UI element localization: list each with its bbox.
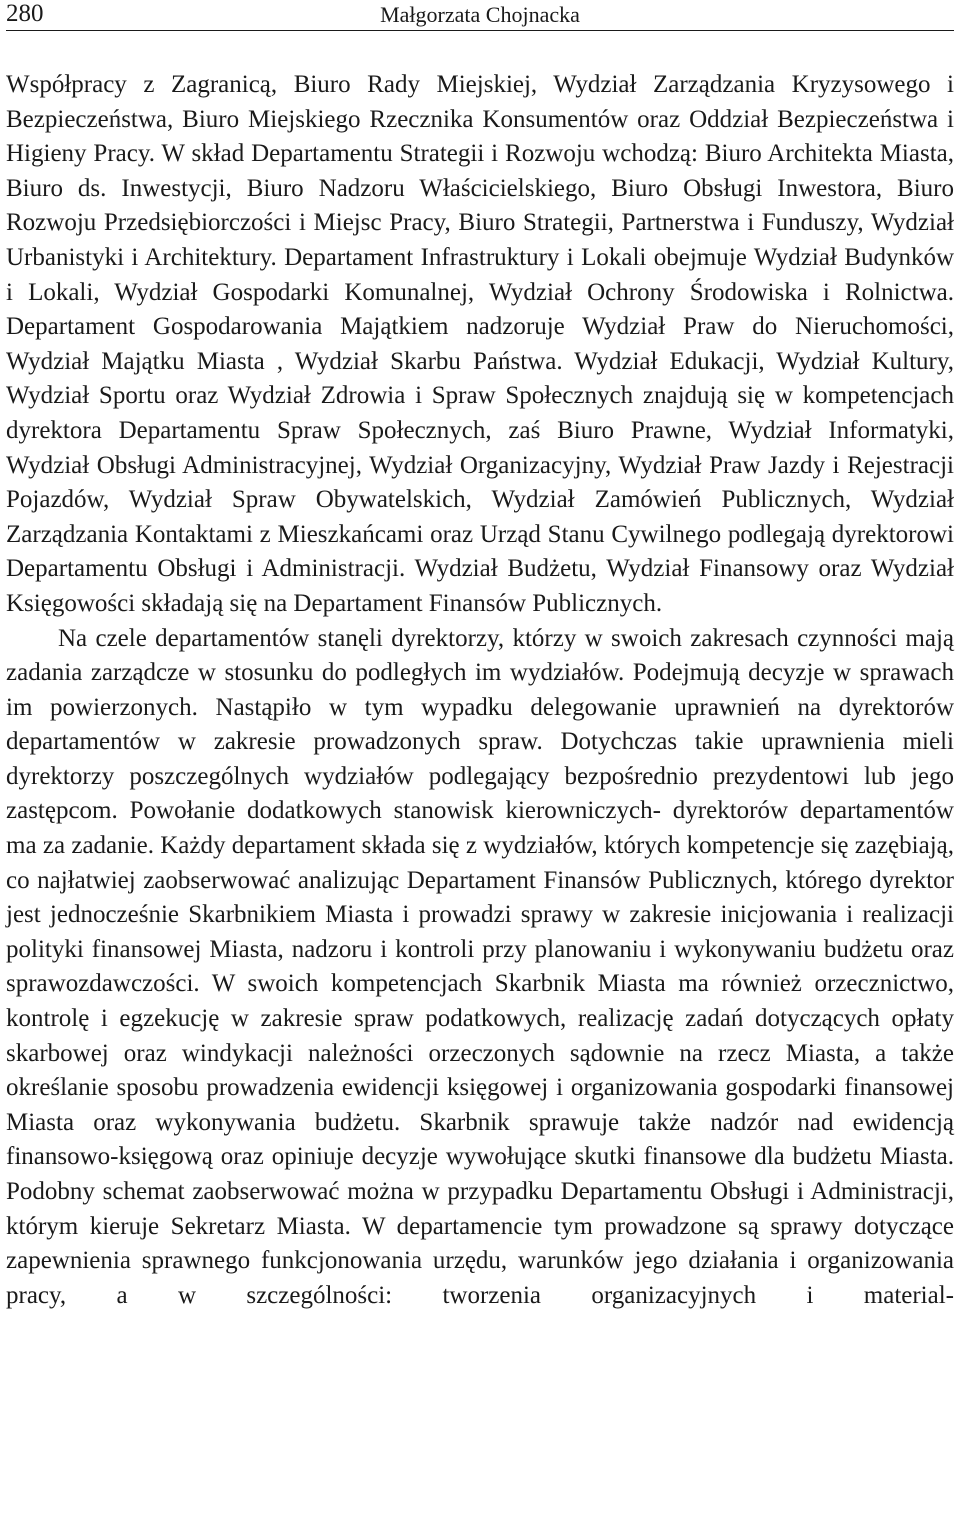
page-number: 280 (6, 0, 44, 27)
paragraph: Na czele departamentów stanęli dyrektorzy, którzy w swoich zakresach czynności mają zadania zarządcze w stosunku do podległych im wydziałów. Podejmują decyzje w sprawach im powierzonych. Nastąpiło w tym wypadku delegowanie uprawnień na dyrektorów departamentów w zakresie prowadzonych spraw. Dotychczas takie uprawnienia mieli dyrektorzy poszczególnych wydziałów podlegający bezpośrednio prezydentowi lub jego zastępcom. Powołanie dodatkowych stanowisk kierowniczych- dyrektorów departamentów ma za zadanie. Każdy departament składa się z wydziałów, których kompetencje się zazębiają, co najłatwiej zaobserwować analizując Departament Finansów Publicznych, którego dyrektor jest jednocześnie Skarbnikiem Miasta i prowadzi sprawy w zakresie inicjowania i realizacji polityki finansowej Miasta, nadzoru i kontroli przy planowaniu i wykonywaniu budżetu oraz sprawozdawczości. W swoich kompetencjach Skarbnik Miasta ma również orzecznictwo, kontrolę i egzekucję w zakresie spraw podatkowych, realizację zadań dotyczących opłaty skarbowej oraz windykacji należności orzeczonych sądownie na rzecz Miasta, a także określanie sposobu prowadzenia ewidencji księgowej i organizowania gospodarki finansowej Miasta oraz wykonywania budżetu. Skarbnik sprawuje także nadzór nad ewidencją finansowo-księgową oraz opiniuje decyzje wywołujące skutki finansowe dla budżetu Miasta. Podobny schemat zaobserwować można w przypadku Departamentu Obsługi i Administracji, którym kieruje Sekretarz Miasta. W departamencie tym prowadzone są sprawy dotyczące zapewnienia sprawnego funkcjonowania urzędu, warunków jego działania i organizowania pracy, a w szczególności: tworzenia organizacyjnych i material- (6, 624, 954, 1309)
running-header (6, 0, 954, 31)
paragraph-continued: Współpracy z Zagranicą, Biuro Rady Miejskiej, Wydział Zarządzania Kryzysowego i Bezpieczeństwa, Biuro Miejskiego Rzecznika Konsumentów oraz Oddział Bezpieczeństwa i Higieny Pracy. W skład Departamentu Strategii i Rozwoju wchodzą: Biuro Architekta Miasta, Biuro ds. Inwestycji, Biuro Nadzoru Właścicielskiego, Biuro Obsługi Inwestora, Biuro Rozwoju Przedsiębiorczości i Miejsc Pracy, Biuro Strategii, Partnerstwa i Funduszy, Wydział Urbanistyki i Architektury. Departament Infrastruktury i Lokali obejmuje Wydział Budynków i Lokali, Wydział Gospodarki Komunalnej, Wydział Ochrony Środowiska i Rolnictwa. Departament Gospodarowania Majątkiem nadzoruje Wydział Praw do Nieruchomości, Wydział Majątku Miasta , Wydział Skarbu Państwa. Wydział Edukacji, Wydział Kultury, Wydział Sportu oraz Wydział Zdrowia i Spraw Społecznych znajdują się w kompetencjach dyrektora Departamentu Spraw Społecznych, zaś Biuro Prawne, Wydział Informatyki, Wydział Obsługi Administracyjnej, Wydział Organizacyjny, Wydział Praw Jazdy i Rejestracji Pojazdów, Wydział Spraw Obywatelskich, Wydział Zamówień Publicznych, Wydział Zarządzania Kontaktami z Mieszkańcami oraz Urząd Stanu Cywilnego podlegają dyrektorowi Departamentu Obsługi i Administracji. Wydział Budżetu, Wydział Finansowy oraz Wydział Księgowości składają się na Departament Finansów Publicznych. (6, 71, 954, 617)
body-text (6, 68, 954, 1313)
document-page (6, 0, 954, 1313)
running-header-author: Małgorzata Chojnacka (380, 2, 580, 27)
